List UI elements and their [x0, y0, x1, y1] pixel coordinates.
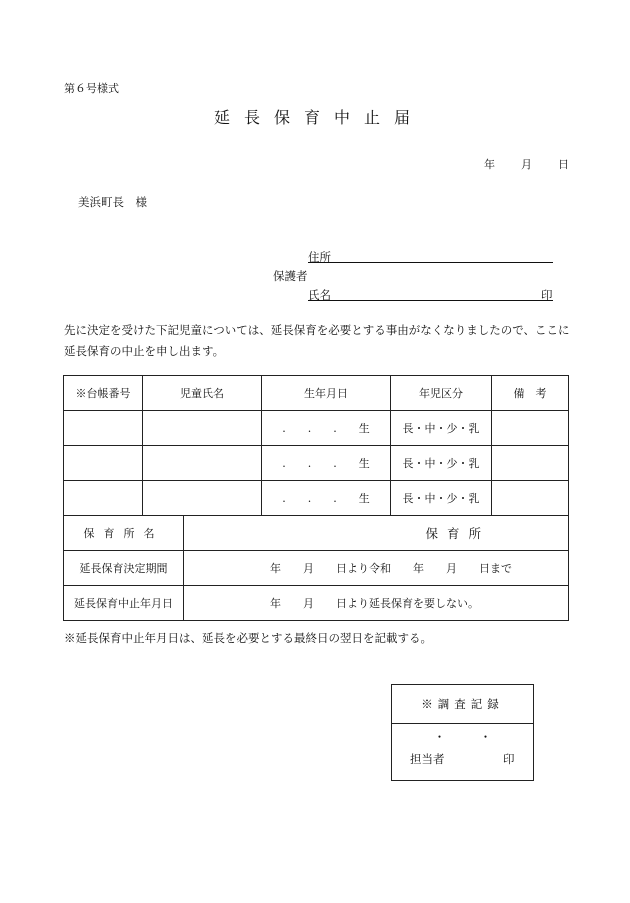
table-row — [64, 411, 569, 446]
form-number: 第６号様式 — [64, 82, 119, 95]
stop-date-value[interactable]: 年 月 日より延長保育を要しない。 — [184, 586, 569, 621]
period-value[interactable]: 年 月 日より令和 年 月 日まで — [184, 551, 569, 586]
name-field-line[interactable] — [308, 300, 553, 301]
address-label: 住所 — [308, 250, 331, 264]
child-name-cell[interactable] — [143, 446, 262, 481]
header-age-category: 年児区分 — [391, 376, 492, 411]
birth-date-cell[interactable]: . . . 生 — [262, 446, 391, 481]
remarks-cell[interactable] — [492, 411, 569, 446]
ledger-no-cell[interactable] — [64, 411, 143, 446]
table-header-row — [64, 376, 569, 411]
survey-staff-label: 担当者 — [410, 752, 445, 766]
date-year: 年 — [484, 158, 495, 171]
stop-date-label: 延長保育中止年月日 — [64, 586, 184, 621]
stop-date-row — [64, 586, 569, 621]
footnote: ※延長保育中止年月日は、延長を必要とする最終日の翌日を記載する。 — [64, 631, 432, 645]
ledger-no-cell[interactable] — [64, 446, 143, 481]
date-month: 月 — [521, 158, 532, 171]
child-name-cell[interactable] — [143, 411, 262, 446]
age-category-cell[interactable]: 長・中・少・乳 — [391, 446, 492, 481]
header-birth-date: 生年月日 — [262, 376, 391, 411]
header-ledger-no: ※台帳番号 — [64, 376, 143, 411]
table-row — [64, 446, 569, 481]
table-row — [64, 481, 569, 516]
child-name-cell[interactable] — [143, 481, 262, 516]
survey-record-box — [391, 684, 534, 781]
survey-seal: 印 — [503, 752, 515, 766]
nursery-label: 保育所名 — [64, 516, 184, 551]
date-day: 日 — [558, 158, 569, 171]
name-label: 氏名 — [308, 288, 331, 302]
applicant-seal: 印 — [541, 288, 553, 302]
header-child-name: 児童氏名 — [143, 376, 262, 411]
page-title: 延長保育中止届 — [214, 108, 425, 127]
nursery-value[interactable]: 保育所 — [184, 516, 569, 551]
period-label: 延長保育決定期間 — [64, 551, 184, 586]
survey-date-dots[interactable]: ・ ・ — [433, 730, 492, 744]
body-text: 先に決定を受けた下記児童については、延長保育を必要とする事由がなくなりましたので、ここに延長保育の中止を申し出ます。 — [64, 323, 570, 358]
recipient: 美浜町長 様 — [78, 195, 147, 209]
remarks-cell[interactable] — [492, 446, 569, 481]
age-category-cell[interactable]: 長・中・少・乳 — [391, 411, 492, 446]
ledger-no-cell[interactable] — [64, 481, 143, 516]
children-table — [63, 375, 569, 621]
birth-date-cell[interactable]: . . . 生 — [262, 481, 391, 516]
survey-record-title: ※調査記録 — [392, 685, 533, 724]
period-row — [64, 551, 569, 586]
guardian-label: 保護者 — [273, 269, 308, 283]
header-remarks: 備 考 — [492, 376, 569, 411]
age-category-cell[interactable]: 長・中・少・乳 — [391, 481, 492, 516]
date-line — [484, 156, 569, 172]
birth-date-cell[interactable]: . . . 生 — [262, 411, 391, 446]
address-field-line[interactable] — [308, 262, 553, 263]
nursery-row — [64, 516, 569, 551]
remarks-cell[interactable] — [492, 481, 569, 516]
